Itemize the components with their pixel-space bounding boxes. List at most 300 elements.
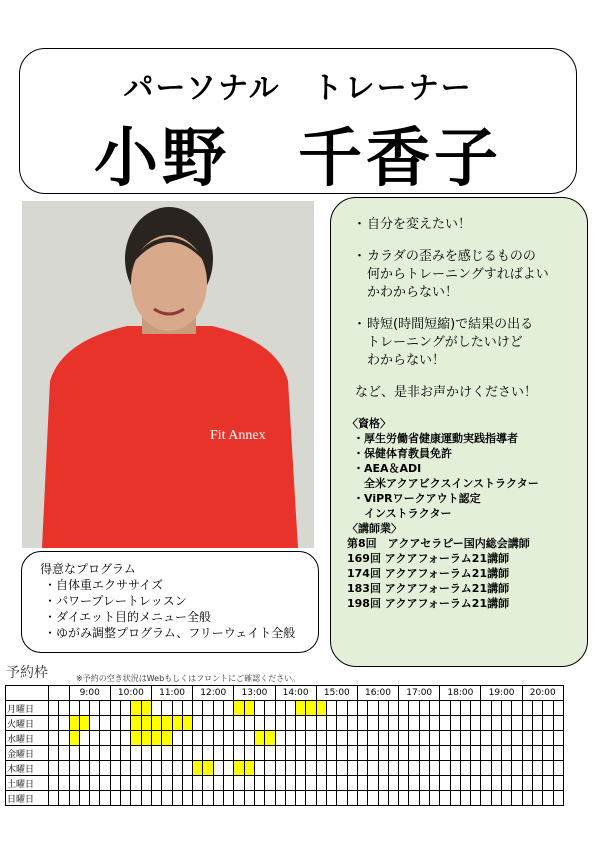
concern-line: かわからない！: [367, 285, 459, 300]
slot: [347, 761, 357, 776]
slot: [316, 761, 326, 776]
slot: [79, 746, 89, 761]
slot: [522, 776, 532, 791]
slot: [440, 731, 450, 746]
slot: [244, 791, 254, 806]
slot: [316, 776, 326, 791]
concern-line: 時短(時間短縮)で結果の出る: [367, 317, 534, 332]
slot: [121, 731, 131, 746]
slot: [59, 791, 69, 806]
qualification-item: ・ViPRワークアウト認定: [353, 492, 481, 505]
slot: [337, 746, 347, 761]
slot: [306, 716, 316, 731]
day-label: 土曜日: [6, 776, 49, 791]
day-label: 金曜日: [6, 746, 49, 761]
slot-available: [244, 761, 254, 776]
slot: [440, 776, 450, 791]
slot-available: [141, 716, 151, 731]
slot: [409, 716, 419, 731]
slot: [419, 791, 429, 806]
slot: [296, 791, 306, 806]
slot: [296, 746, 306, 761]
slot: [79, 731, 89, 746]
slot: [162, 701, 172, 716]
hour-header: 12:00: [193, 686, 234, 701]
slot: [450, 731, 460, 746]
slot: [512, 746, 522, 761]
program-item: ・自体重エクササイズ: [44, 578, 164, 592]
slot: [203, 791, 213, 806]
slot: [543, 776, 553, 791]
slot: [327, 746, 337, 761]
slot: [172, 776, 182, 791]
qualification-item: ・保健体育教員免許: [353, 447, 452, 460]
slot: [296, 731, 306, 746]
slot: [460, 791, 470, 806]
slot: [110, 791, 120, 806]
concern-line: 何からトレーニングすればよい: [367, 267, 549, 282]
slot: [543, 746, 553, 761]
slot: [162, 746, 172, 761]
slot: [59, 701, 69, 716]
slot: [121, 716, 131, 731]
slot: [131, 761, 141, 776]
slot: [90, 746, 100, 761]
slot: [388, 701, 398, 716]
slot: [512, 701, 522, 716]
program-item: ・ゆがみ調整プログラム、フリーウェイト全般: [44, 626, 296, 640]
slot: [399, 716, 409, 731]
schedule-row: [6, 761, 564, 776]
slot: [79, 701, 89, 716]
slot: [49, 761, 59, 776]
slot: [522, 701, 532, 716]
slot: [100, 761, 110, 776]
slot: [100, 701, 110, 716]
hour-header: 10:00: [110, 686, 151, 701]
slot: [532, 776, 542, 791]
slot: [110, 701, 120, 716]
slot: [419, 716, 429, 731]
qualification-item: インストラクター: [353, 507, 452, 520]
program-title: 得意なプログラム: [40, 562, 136, 576]
slot: [296, 716, 306, 731]
slot: [234, 731, 244, 746]
slot: [337, 701, 347, 716]
slot: [162, 776, 172, 791]
slot: [450, 761, 460, 776]
hour-header: 9:00: [69, 686, 110, 701]
program-item: ・ダイエット目的メニュー全般: [44, 610, 212, 624]
slot: [512, 716, 522, 731]
slot: [491, 701, 501, 716]
slot: [357, 731, 367, 746]
slot: [265, 791, 275, 806]
slot: [388, 791, 398, 806]
bullet-dot: ・: [353, 249, 367, 264]
slot: [254, 761, 264, 776]
slot: [100, 791, 110, 806]
slot: [306, 746, 316, 761]
slot: [327, 776, 337, 791]
slot: [193, 701, 203, 716]
slot: [481, 791, 491, 806]
slot: [553, 761, 563, 776]
slot: [193, 731, 203, 746]
slot: [532, 701, 542, 716]
slot: [49, 791, 59, 806]
slot: [121, 746, 131, 761]
slot: [409, 746, 419, 761]
slot: [450, 701, 460, 716]
slot: [213, 701, 223, 716]
slot: [151, 791, 161, 806]
slot: [543, 791, 553, 806]
slot-available: [306, 701, 316, 716]
slot-available: [131, 701, 141, 716]
slot: [553, 776, 563, 791]
slot: [419, 731, 429, 746]
slot: [512, 761, 522, 776]
slot: [409, 701, 419, 716]
schedule-row: [6, 776, 564, 791]
slot: [110, 761, 120, 776]
slot: [131, 791, 141, 806]
slot: [296, 761, 306, 776]
slot: [59, 776, 69, 791]
slot: [543, 716, 553, 731]
slot: [213, 791, 223, 806]
concern-line: トレーニングがしたいけど: [367, 335, 523, 350]
slot: [368, 731, 378, 746]
header-pad: [49, 686, 70, 701]
slot: [378, 776, 388, 791]
slot: [481, 716, 491, 731]
slot: [306, 791, 316, 806]
slot: [203, 731, 213, 746]
slot: [491, 761, 501, 776]
slot: [224, 791, 234, 806]
slot: [388, 716, 398, 731]
slot: [265, 761, 275, 776]
slot: [368, 791, 378, 806]
slot-available: [141, 701, 151, 716]
slot: [357, 716, 367, 731]
concern-item: [353, 216, 573, 234]
slot: [553, 701, 563, 716]
slot: [254, 791, 264, 806]
slot: [100, 731, 110, 746]
day-label: 木曜日: [6, 761, 49, 776]
slot-available: [182, 716, 192, 731]
schedule-row: [6, 746, 564, 761]
slot: [224, 776, 234, 791]
slot: [141, 761, 151, 776]
slot: [553, 731, 563, 746]
slot: [244, 746, 254, 761]
slot-available: [316, 701, 326, 716]
slot-available: [131, 731, 141, 746]
slot: [368, 701, 378, 716]
lecture-item: 198回 アクアフォーラム21講師: [347, 597, 510, 610]
hour-header: 15:00: [316, 686, 357, 701]
slot: [327, 761, 337, 776]
slot: [378, 731, 388, 746]
slot-available: [162, 716, 172, 731]
slot: [553, 791, 563, 806]
slot: [378, 716, 388, 731]
hour-header: 13:00: [234, 686, 275, 701]
concern-line: 自分を変えたい！: [367, 217, 472, 232]
slot: [368, 746, 378, 761]
slot: [182, 746, 192, 761]
slot: [471, 701, 481, 716]
slot: [110, 776, 120, 791]
slot: [399, 746, 409, 761]
slot-available: [141, 731, 151, 746]
slot: [429, 761, 439, 776]
slot: [532, 716, 542, 731]
hour-header: 14:00: [275, 686, 316, 701]
slot: [244, 716, 254, 731]
job-title: パーソナル トレーナー: [123, 71, 473, 106]
slot: [182, 761, 192, 776]
slot: [460, 731, 470, 746]
qualifications: [347, 416, 573, 611]
lectures-heading: 〈講師業〉: [347, 522, 402, 535]
slot: [203, 746, 213, 761]
slot: [275, 731, 285, 746]
slot-available: [162, 731, 172, 746]
slot: [141, 746, 151, 761]
slot: [357, 761, 367, 776]
slot: [275, 776, 285, 791]
slot: [182, 776, 192, 791]
qualification-item: ・AEA＆ADI: [353, 462, 422, 475]
slot: [481, 776, 491, 791]
slot: [502, 731, 512, 746]
slot: [224, 746, 234, 761]
slot: [532, 791, 542, 806]
hour-header: 18:00: [440, 686, 481, 701]
slot: [502, 776, 512, 791]
slot: [193, 716, 203, 731]
schedule-row: [6, 701, 564, 716]
slot: [141, 776, 151, 791]
slot: [193, 746, 203, 761]
slot: [182, 731, 192, 746]
slot: [347, 746, 357, 761]
slot: [265, 701, 275, 716]
slot: [90, 716, 100, 731]
slot: [275, 761, 285, 776]
slot: [49, 776, 59, 791]
slot: [285, 776, 295, 791]
lecture-item: 174回 アクアフォーラム21講師: [347, 567, 510, 580]
slot: [316, 731, 326, 746]
slot: [368, 761, 378, 776]
slot: [532, 731, 542, 746]
slot: [306, 761, 316, 776]
slot: [502, 716, 512, 731]
slot: [368, 776, 378, 791]
slot: [306, 776, 316, 791]
slot-available: [79, 716, 89, 731]
speech-bubble: [330, 197, 588, 667]
slot: [471, 716, 481, 731]
slot-available: [69, 716, 79, 731]
slot: [234, 746, 244, 761]
slot: [471, 791, 481, 806]
slot: [481, 746, 491, 761]
hour-header: 11:00: [151, 686, 192, 701]
slot: [460, 701, 470, 716]
qualification-item: ・厚生労働省健康運動実践指導者: [353, 432, 518, 445]
shirt-logo: Fit Annex: [210, 428, 266, 443]
slot: [131, 746, 141, 761]
slot: [182, 701, 192, 716]
slot: [481, 761, 491, 776]
slot-available: [172, 716, 182, 731]
bullet-dot: ・: [353, 317, 367, 332]
slot: [59, 731, 69, 746]
slot: [69, 746, 79, 761]
slot: [285, 746, 295, 761]
slot: [110, 716, 120, 731]
slot: [79, 761, 89, 776]
slot: [265, 776, 275, 791]
slot: [151, 761, 161, 776]
slot: [49, 701, 59, 716]
slot: [429, 701, 439, 716]
slot: [399, 731, 409, 746]
slot-available: [244, 701, 254, 716]
hour-header: 16:00: [357, 686, 398, 701]
slot: [79, 776, 89, 791]
slot: [532, 761, 542, 776]
slot: [419, 761, 429, 776]
slot: [213, 776, 223, 791]
slot: [265, 716, 275, 731]
slot: [399, 701, 409, 716]
day-label: 月曜日: [6, 701, 49, 716]
slot: [285, 701, 295, 716]
slot: [347, 791, 357, 806]
trainer-name: 小野 千香子: [94, 122, 502, 196]
schedule-row: [6, 791, 564, 806]
slot: [49, 716, 59, 731]
slot: [121, 761, 131, 776]
slot: [378, 746, 388, 761]
slot-available: [151, 731, 161, 746]
slot: [471, 746, 481, 761]
qualification-item: 全米アクアビクスインストラクター: [353, 477, 539, 490]
slot: [285, 761, 295, 776]
slot: [512, 776, 522, 791]
slot: [522, 716, 532, 731]
slot: [502, 701, 512, 716]
slot: [121, 791, 131, 806]
slot: [409, 791, 419, 806]
slot: [90, 701, 100, 716]
slot: [151, 776, 161, 791]
slot: [347, 701, 357, 716]
slot: [399, 761, 409, 776]
slot: [429, 791, 439, 806]
schedule-label: 予約枠: [6, 665, 48, 681]
slot: [90, 791, 100, 806]
slot: [162, 761, 172, 776]
slot: [121, 701, 131, 716]
slot: [182, 791, 192, 806]
slot: [172, 746, 182, 761]
slot: [275, 701, 285, 716]
slot: [419, 746, 429, 761]
slot: [491, 716, 501, 731]
slot: [440, 701, 450, 716]
slot: [543, 731, 553, 746]
slot: [399, 776, 409, 791]
slot: [110, 746, 120, 761]
slot: [429, 746, 439, 761]
slot: [90, 776, 100, 791]
slot: [59, 746, 69, 761]
slot: [234, 716, 244, 731]
qualifications-heading: 〈資格〉: [347, 417, 391, 430]
slot-available: [265, 731, 275, 746]
title-box: [19, 48, 577, 194]
slot: [100, 776, 110, 791]
slot: [378, 761, 388, 776]
slot: [491, 731, 501, 746]
program-box: [21, 551, 319, 653]
lecture-item: 第8回 アクアセラピー国内総会講師: [347, 537, 530, 550]
slot: [522, 746, 532, 761]
slot: [244, 776, 254, 791]
program-item: ・パワープレートレッスン: [44, 594, 187, 608]
schedule-row: [6, 731, 564, 746]
concern-line: わからない！: [367, 353, 446, 368]
slot: [409, 731, 419, 746]
slot: [69, 791, 79, 806]
day-label: 水曜日: [6, 731, 49, 746]
slot: [234, 776, 244, 791]
slot: [440, 746, 450, 761]
slot: [193, 791, 203, 806]
slot: [388, 776, 398, 791]
slot: [213, 716, 223, 731]
slot: [502, 761, 512, 776]
bullet-dot: ・: [353, 217, 367, 232]
slot: [69, 761, 79, 776]
slot: [316, 746, 326, 761]
slot: [172, 761, 182, 776]
slot: [213, 761, 223, 776]
slot: [172, 791, 182, 806]
slot-available: [69, 731, 79, 746]
slot: [59, 761, 69, 776]
slot: [337, 791, 347, 806]
schedule-table: [5, 685, 564, 806]
slot: [450, 716, 460, 731]
slot: [368, 716, 378, 731]
slot: [347, 776, 357, 791]
slot: [460, 746, 470, 761]
slot: [121, 776, 131, 791]
slot: [151, 701, 161, 716]
slot: [553, 716, 563, 731]
slot: [460, 716, 470, 731]
